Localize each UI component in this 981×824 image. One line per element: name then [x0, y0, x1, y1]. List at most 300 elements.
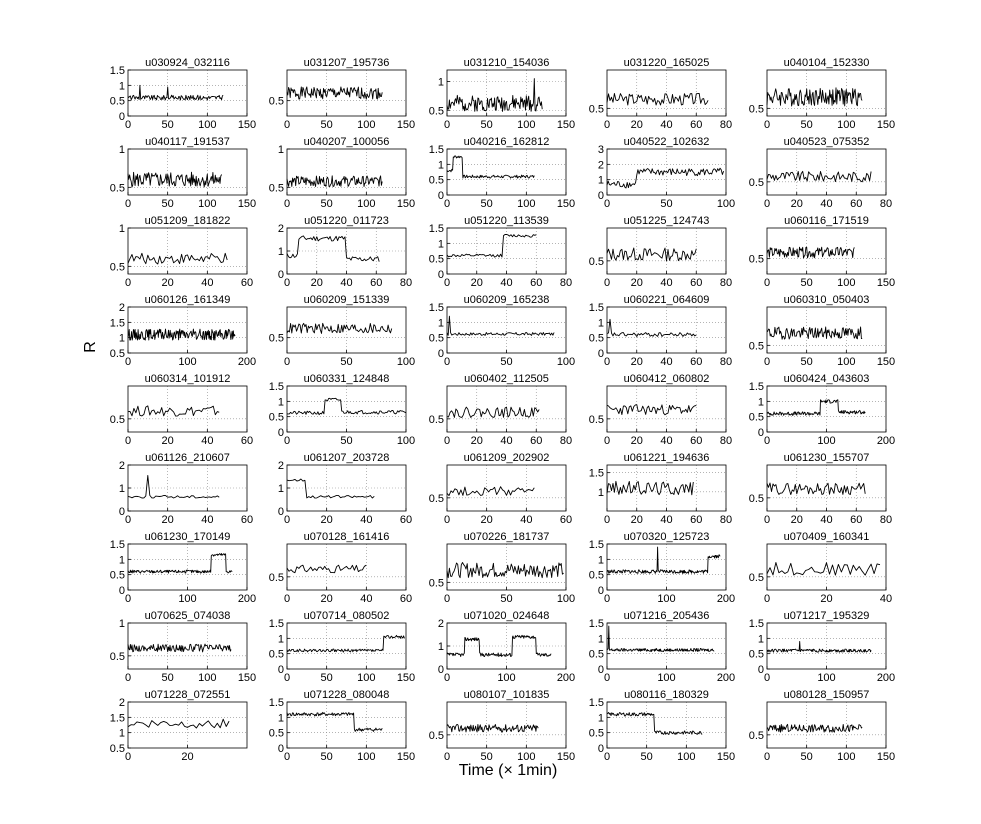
x-tick-label: 20: [630, 356, 643, 368]
panel: [110, 136, 256, 210]
x-tick-label: 60: [690, 435, 703, 447]
x-tick-label: 50: [161, 119, 174, 131]
panel: [110, 610, 256, 684]
series-line: [128, 406, 219, 416]
y-tick-label: 1: [757, 396, 764, 409]
series-line: [287, 87, 382, 99]
y-tick-label: 0.5: [748, 729, 764, 742]
axes-frame: [287, 702, 406, 748]
y-tick-label: 1.5: [268, 697, 284, 709]
y-tick-label: 1.5: [588, 618, 604, 630]
series-line: [607, 626, 714, 651]
x-tick-label: 0: [443, 198, 451, 210]
y-tick-label: 1: [118, 618, 125, 630]
panel-title: u060209_151339: [303, 294, 390, 306]
series-line: [128, 554, 232, 574]
y-tick-label: 1.5: [109, 539, 125, 551]
series-line: [128, 644, 231, 652]
x-tick-label: 150: [716, 751, 736, 763]
x-tick-label: 20: [161, 435, 174, 447]
y-tick-label: 0: [437, 664, 444, 676]
y-tick-label: 0.5: [428, 105, 444, 118]
series-line: [128, 85, 223, 100]
y-tick-label: 1: [118, 223, 125, 235]
x-tick-label: 50: [800, 751, 813, 763]
x-tick-label: 50: [500, 593, 513, 605]
y-tick-label: 0: [757, 427, 764, 439]
panel-title: u071228_072551: [144, 689, 231, 701]
x-tick-label: 150: [396, 751, 416, 763]
x-tick-label: 40: [500, 277, 513, 289]
x-tick-label: 80: [879, 198, 893, 210]
series-line: [128, 172, 222, 187]
x-tick-label: 0: [763, 751, 771, 763]
x-tick-label: 80: [719, 277, 733, 289]
x-tick-label: 20: [161, 514, 174, 526]
series-line: [767, 400, 865, 416]
y-tick-label: 1.5: [268, 618, 284, 630]
y-tick-label: 1: [437, 76, 444, 89]
x-tick-label: 40: [820, 198, 833, 210]
panel-title: u070320_125723: [623, 531, 710, 543]
axes-frame: [767, 307, 886, 353]
y-tick-label: 1.5: [109, 65, 125, 77]
panel: [749, 136, 892, 210]
x-tick-label: 100: [677, 751, 696, 763]
y-tick-label: 1: [437, 317, 444, 330]
y-tick-label: 1: [277, 712, 284, 725]
x-tick-label: 40: [340, 277, 353, 289]
axes-frame: [128, 70, 247, 116]
x-tick-label: 40: [500, 435, 513, 447]
x-tick-label: 20: [480, 514, 493, 526]
x-tick-label: 0: [283, 119, 291, 131]
y-tick-label: 0: [118, 585, 125, 597]
y-tick-label: 0.5: [109, 261, 125, 274]
x-tick-label: 100: [837, 119, 856, 131]
y-tick-label: 0.5: [109, 569, 125, 582]
series-line: [287, 176, 382, 187]
y-tick-label: 0.5: [588, 255, 604, 268]
x-tick-label: 0: [763, 514, 771, 526]
y-tick-label: 0: [277, 506, 284, 518]
x-tick-label: 150: [876, 119, 896, 131]
series-line: [128, 475, 219, 498]
panel: [429, 452, 572, 526]
series-line: [287, 479, 374, 498]
x-tick-label: 80: [559, 435, 573, 447]
y-tick-label: 1: [597, 317, 604, 330]
panel: [589, 373, 732, 447]
y-tick-label: 2: [118, 302, 125, 314]
panel-title: u031220_165025: [623, 57, 710, 69]
x-tick-label: 60: [690, 277, 703, 289]
panel-title: u060221_064609: [623, 294, 710, 306]
y-tick-label: 0: [597, 585, 604, 597]
panel-title: u061221_194636: [623, 452, 710, 464]
x-tick-label: 60: [690, 119, 703, 131]
x-tick-label: 100: [198, 119, 217, 131]
panel-title: u040207_100056: [303, 136, 390, 148]
series-line: [447, 563, 564, 578]
series-line: [767, 724, 862, 732]
x-tick-label: 20: [820, 593, 833, 605]
x-tick-label: 40: [660, 356, 673, 368]
panel: [269, 531, 412, 605]
panel-title: u061207_203728: [303, 452, 390, 464]
y-tick-label: 0.5: [268, 332, 284, 345]
y-tick-label: 1: [118, 80, 125, 93]
y-tick-label: 2: [277, 223, 284, 235]
panel: [269, 57, 415, 131]
panel: [269, 136, 415, 210]
y-tick-label: 0.5: [268, 95, 284, 108]
x-tick-label: 60: [240, 514, 254, 526]
x-tick-label: 0: [283, 514, 291, 526]
x-tick-label: 100: [556, 356, 576, 368]
x-tick-label: 20: [181, 751, 194, 763]
y-tick-label: 0.5: [109, 413, 125, 426]
x-tick-label: 0: [443, 672, 451, 684]
x-tick-label: 100: [198, 672, 217, 684]
y-tick-label: 2: [597, 159, 604, 172]
panel: [749, 373, 895, 447]
series-line: [287, 712, 382, 731]
x-tick-label: 200: [716, 593, 736, 605]
y-tick-label: 0.5: [268, 411, 284, 424]
y-tick-label: 0: [597, 190, 604, 202]
x-tick-label: 0: [283, 277, 291, 289]
x-tick-label: 60: [530, 435, 543, 447]
x-tick-label: 150: [237, 119, 257, 131]
y-tick-label: 1: [277, 396, 284, 409]
x-tick-label: 60: [370, 277, 383, 289]
series-line: [287, 635, 404, 652]
panel-title: u071217_195329: [783, 610, 870, 622]
x-tick-label: 50: [800, 356, 813, 368]
panel-title: u060126_161349: [144, 294, 231, 306]
y-tick-label: 1.5: [748, 381, 764, 393]
panel-title: u060424_043603: [783, 373, 870, 385]
panel-title: u040216_162812: [463, 136, 550, 148]
x-tick-label: 200: [876, 672, 896, 684]
y-tick-label: 1.5: [748, 618, 764, 630]
x-tick-label: 50: [480, 119, 493, 131]
x-tick-label: 60: [240, 435, 254, 447]
panel-title: u071020_024648: [463, 610, 550, 622]
x-tick-label: 150: [876, 277, 896, 289]
x-tick-label: 0: [124, 277, 132, 289]
x-tick-label: 60: [850, 514, 863, 526]
y-tick-label: 0.5: [748, 648, 764, 661]
x-tick-label: 100: [357, 751, 376, 763]
x-tick-label: 80: [719, 435, 733, 447]
y-tick-label: 0.5: [588, 103, 604, 116]
panel-title: u071216_205436: [623, 610, 710, 622]
panel: [589, 689, 735, 763]
y-tick-label: 0: [437, 190, 444, 202]
panel: [589, 610, 735, 684]
x-tick-label: 100: [396, 356, 416, 368]
x-tick-label: 0: [443, 751, 451, 763]
x-tick-label: 0: [124, 514, 132, 526]
y-tick-label: 1: [277, 246, 284, 258]
y-tick-label: 1.5: [268, 381, 284, 393]
y-tick-label: 0.5: [109, 348, 125, 360]
y-tick-label: 0: [277, 427, 284, 439]
x-tick-label: 0: [763, 119, 771, 131]
x-tick-label: 200: [237, 356, 257, 368]
y-tick-label: 2: [277, 460, 284, 472]
y-tick-label: 0.5: [588, 569, 604, 582]
y-tick-label: 0.5: [268, 648, 284, 661]
panel-title: u080128_150957: [783, 689, 870, 701]
panel-title: u080116_180329: [624, 689, 709, 701]
panel-title: u040117_191537: [145, 136, 230, 148]
y-tick-label: 0.5: [109, 650, 125, 663]
series-line: [287, 236, 379, 262]
y-tick-label: 1.5: [588, 467, 604, 480]
panel-title: u060116_171519: [784, 215, 869, 227]
x-tick-label: 20: [161, 277, 174, 289]
y-tick-label: 1: [597, 174, 604, 187]
series-line: [607, 248, 696, 261]
x-tick-label: 20: [630, 277, 643, 289]
axes-frame: [287, 623, 406, 669]
series-line: [447, 79, 542, 112]
x-tick-label: 100: [556, 593, 576, 605]
x-tick-label: 50: [340, 356, 353, 368]
x-tick-label: 80: [719, 514, 733, 526]
x-tick-label: 0: [763, 593, 771, 605]
x-tick-label: 0: [763, 435, 771, 447]
x-tick-label: 0: [124, 356, 132, 368]
panel-title: u061230_170149: [144, 531, 231, 543]
x-tick-label: 0: [283, 593, 291, 605]
x-tick-label: 50: [320, 119, 333, 131]
y-tick-label: 1.5: [588, 539, 604, 551]
x-tick-label: 150: [396, 119, 416, 131]
x-tick-label: 200: [876, 435, 896, 447]
y-tick-label: 1.5: [428, 144, 444, 156]
x-tick-label: 0: [124, 198, 132, 210]
x-tick-label: 80: [719, 356, 733, 368]
x-tick-label: 200: [237, 593, 257, 605]
x-tick-label: 0: [763, 277, 771, 289]
x-tick-label: 40: [879, 593, 893, 605]
panel-title: u070226_181737: [463, 531, 550, 543]
x-tick-label: 150: [876, 751, 896, 763]
x-tick-label: 0: [443, 514, 451, 526]
y-tick-label: 2: [118, 697, 125, 709]
panel: [589, 57, 732, 131]
y-tick-label: 2: [437, 618, 444, 630]
series-line: [128, 253, 227, 264]
axes-frame: [287, 465, 406, 511]
y-tick-label: 1: [118, 727, 125, 740]
y-tick-label: 1: [597, 554, 604, 567]
axes-frame: [287, 149, 406, 195]
y-tick-label: 0.5: [748, 340, 764, 353]
panel-title: u051220_011723: [304, 215, 389, 227]
panel: [598, 136, 735, 210]
panel: [429, 373, 572, 447]
y-tick-label: 0.5: [748, 571, 764, 584]
panel: [749, 294, 895, 368]
x-tick-label: 100: [396, 435, 416, 447]
x-tick-label: 100: [837, 751, 856, 763]
x-tick-label: 0: [603, 672, 611, 684]
x-tick-label: 0: [603, 356, 611, 368]
y-tick-label: 0.5: [428, 413, 444, 426]
y-tick-label: 0.5: [109, 95, 125, 108]
panel-title: u040523_075352: [783, 136, 870, 148]
x-tick-label: 0: [283, 751, 291, 763]
panel-title: u060402_112505: [464, 373, 549, 385]
panel-title: u070128_161416: [303, 531, 390, 543]
panel: [429, 531, 575, 605]
panel: [749, 689, 895, 763]
x-tick-label: 100: [198, 198, 217, 210]
x-tick-label: 150: [237, 198, 257, 210]
panel: [269, 689, 415, 763]
y-tick-label: 0.5: [588, 727, 604, 740]
x-tick-label: 40: [660, 119, 673, 131]
x-tick-label: 100: [837, 277, 856, 289]
x-tick-label: 50: [161, 198, 174, 210]
x-tick-label: 0: [124, 672, 132, 684]
panel: [110, 373, 253, 447]
y-tick-label: 1.5: [428, 302, 444, 314]
x-tick-label: 0: [443, 356, 451, 368]
x-tick-label: 60: [559, 514, 573, 526]
y-tick-label: 0.5: [428, 253, 444, 266]
panel-title: u061126_210607: [145, 452, 230, 464]
x-tick-label: 150: [396, 672, 416, 684]
x-tick-label: 60: [399, 514, 413, 526]
x-tick-label: 0: [443, 593, 451, 605]
x-tick-label: 0: [124, 593, 132, 605]
x-tick-label: 0: [283, 356, 291, 368]
panel: [589, 294, 732, 368]
x-tick-label: 0: [603, 119, 611, 131]
x-tick-label: 80: [879, 514, 893, 526]
y-tick-label: 0.5: [748, 411, 764, 424]
panel: [110, 294, 256, 368]
x-tick-label: 100: [357, 119, 376, 131]
panel: [119, 452, 253, 526]
y-tick-label: 0.5: [268, 182, 284, 195]
panel: [429, 215, 572, 289]
panel: [749, 452, 892, 526]
x-tick-label: 0: [763, 198, 771, 210]
y-tick-label: 0: [597, 664, 604, 676]
x-tick-label: 60: [240, 277, 254, 289]
x-tick-label: 100: [357, 198, 376, 210]
y-tick-label: 1: [597, 712, 604, 725]
y-tick-label: 0.5: [268, 727, 284, 740]
panel-title: u040522_102632: [623, 136, 710, 148]
x-tick-label: 50: [480, 198, 493, 210]
x-tick-label: 150: [876, 356, 896, 368]
x-tick-label: 20: [790, 198, 803, 210]
panel: [429, 57, 575, 131]
y-tick-label: 0.5: [428, 332, 444, 345]
series-line: [447, 234, 536, 257]
y-tick-label: 0.5: [748, 176, 764, 189]
y-tick-label: 1: [277, 144, 284, 156]
panel: [278, 452, 412, 526]
panel: [589, 215, 732, 289]
panel-title: u070714_080502: [303, 610, 390, 622]
x-tick-label: 0: [603, 514, 611, 526]
y-tick-label: 1: [757, 633, 764, 646]
series-line: [128, 329, 235, 340]
series-line: [447, 724, 538, 732]
x-tick-label: 100: [817, 672, 836, 684]
y-tick-label: 0: [437, 348, 444, 360]
axes-frame: [767, 70, 886, 116]
panel: [269, 294, 415, 368]
x-tick-label: 20: [320, 593, 333, 605]
x-tick-label: 0: [443, 119, 451, 131]
x-tick-label: 50: [340, 435, 353, 447]
y-tick-label: 3: [597, 144, 604, 156]
x-tick-label: 150: [396, 198, 416, 210]
axes-frame: [447, 702, 566, 748]
axes-frame: [607, 702, 726, 748]
y-tick-label: 0: [118, 111, 125, 123]
x-tick-label: 200: [556, 672, 576, 684]
x-tick-label: 0: [443, 277, 451, 289]
series-line: [767, 327, 862, 339]
x-tick-label: 50: [500, 356, 513, 368]
panel-title: u031210_154036: [463, 57, 550, 69]
panel-title: u080107_101835: [463, 689, 550, 701]
x-tick-label: 100: [497, 672, 516, 684]
y-tick-label: 0.5: [748, 253, 764, 266]
y-tick-label: 0.5: [428, 577, 444, 590]
panel-title: u051209_181822: [144, 215, 231, 227]
y-tick-label: 0.5: [428, 492, 444, 505]
y-tick-label: 0.5: [588, 648, 604, 661]
axes-frame: [128, 228, 247, 274]
panel-title: u040104_152330: [783, 57, 870, 69]
x-tick-label: 40: [660, 277, 673, 289]
x-tick-label: 60: [690, 514, 703, 526]
x-tick-label: 100: [517, 119, 536, 131]
x-tick-label: 200: [716, 672, 736, 684]
x-tick-label: 60: [530, 277, 543, 289]
x-tick-label: 40: [660, 514, 673, 526]
y-tick-label: 1.5: [588, 302, 604, 314]
x-tick-label: 0: [603, 751, 611, 763]
panel: [429, 136, 575, 210]
y-tick-label: 1: [597, 633, 604, 646]
figure-x-axis-label: Time (× 1min): [458, 762, 558, 779]
x-tick-label: 150: [556, 119, 576, 131]
x-tick-label: 40: [820, 514, 833, 526]
x-tick-label: 50: [480, 751, 493, 763]
x-tick-label: 40: [201, 277, 214, 289]
panel: [749, 531, 892, 605]
x-tick-label: 100: [178, 356, 197, 368]
y-tick-label: 1.5: [428, 223, 444, 235]
x-tick-label: 80: [559, 277, 573, 289]
x-tick-label: 20: [320, 514, 333, 526]
series-line: [607, 319, 696, 336]
series-line: [607, 168, 724, 188]
